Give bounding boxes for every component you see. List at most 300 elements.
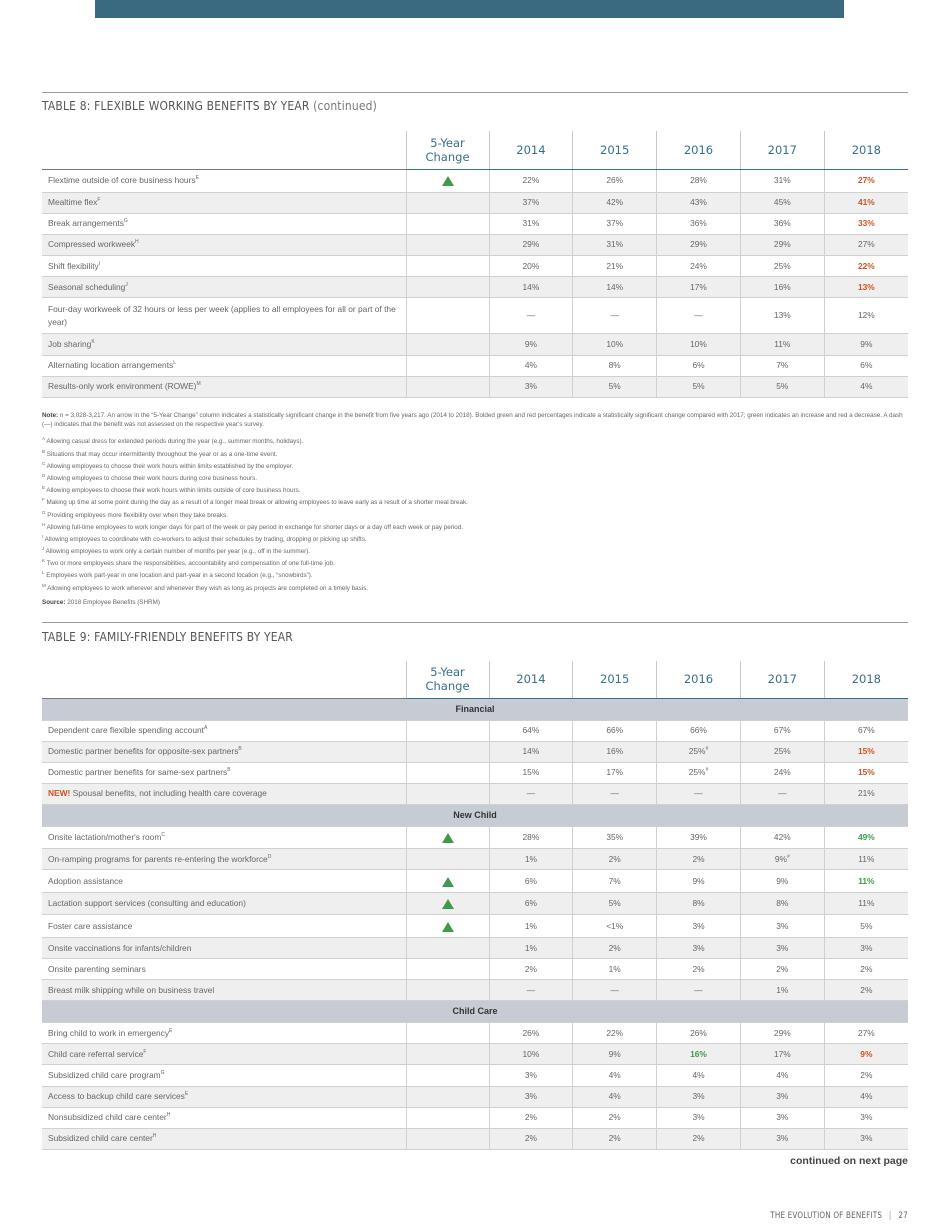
cell-value <box>824 937 908 958</box>
row-label-text: Foster care assistance <box>48 920 133 931</box>
table9-header-year: 2016 <box>657 661 741 698</box>
table-row <box>42 298 908 334</box>
value-text: 17% <box>690 281 707 292</box>
footnote-marker: B <box>227 767 231 774</box>
cell-value <box>824 1065 908 1086</box>
value-text: 1% <box>776 984 789 995</box>
row-label-text: Alternating location arrangements <box>48 360 174 371</box>
cell-value <box>573 213 657 234</box>
table8-header-year: 2017 <box>740 131 824 169</box>
cell-value <box>657 234 741 255</box>
dagger-mark: # <box>786 854 790 861</box>
cell-value <box>824 892 908 915</box>
footnote-key: B <box>42 448 46 454</box>
cell-value <box>740 937 824 958</box>
value-text: 4% <box>608 1069 621 1080</box>
cell-value <box>657 849 741 870</box>
cell-value <box>489 234 573 255</box>
value-text: 37% <box>522 197 540 208</box>
value-text: 36% <box>773 218 791 229</box>
footnote-marker: C <box>161 832 165 839</box>
cell-value <box>740 192 824 213</box>
footnote <box>42 434 908 446</box>
cell-value <box>573 169 657 192</box>
table9-header-year: 2018 <box>824 661 908 698</box>
value-text: 26% <box>522 1027 540 1038</box>
table-row <box>42 959 908 980</box>
value-text: 3% <box>524 1091 537 1102</box>
five-year-change <box>406 937 489 958</box>
value-text: 6% <box>692 360 705 371</box>
table8-notes <box>42 411 908 607</box>
value-text: 2% <box>608 942 621 953</box>
footnote-text: Allowing employees to work only a certain number of months per year (e.g., off in the summer). <box>44 548 311 556</box>
cell-value <box>573 915 657 938</box>
value-text: 7% <box>608 875 621 886</box>
value-text: 15% <box>857 746 875 757</box>
section-title: New Child <box>42 804 908 826</box>
value-text: — <box>610 984 619 995</box>
table-row <box>42 1128 908 1149</box>
cell-value <box>573 1023 657 1044</box>
five-year-change <box>406 980 489 1001</box>
five-year-change <box>406 762 489 783</box>
value-text: 2% <box>524 963 537 974</box>
footnote-marker: A <box>203 725 208 732</box>
footnote-text: Employees work part-year in one location and part-year in a second location (e.g., “snowbirds”). <box>44 572 313 580</box>
value-text: 2% <box>524 1112 537 1123</box>
section-title: Financial <box>42 698 908 720</box>
value-text: 42% <box>606 197 624 208</box>
table9-header-year: 2015 <box>573 661 657 698</box>
value-text: 10% <box>690 339 707 350</box>
table-row <box>42 1086 908 1107</box>
value-text: 29% <box>690 239 707 250</box>
row-label-text: Breast milk shipping while on business travel <box>48 984 215 995</box>
cell-value <box>489 376 573 397</box>
cell-value <box>573 1086 657 1107</box>
table-row <box>42 892 908 915</box>
footnote-text: Two or more employees share the responsibilities, accountability and compensation of one full-time job. <box>45 560 335 568</box>
row-label-text: Job sharing <box>48 339 92 350</box>
row-label-text: Shift flexibility <box>48 260 99 271</box>
footnote-marker: E <box>184 1091 189 1098</box>
cell-value <box>824 980 908 1001</box>
footnote-key: C <box>42 460 46 466</box>
row-label-text: Four-day workweek of 32 hours or less per week (applies to all employees for all or part of the year) <box>48 303 396 327</box>
value-text: 67% <box>773 725 791 736</box>
value-text: 25% <box>688 746 706 757</box>
cell-value <box>824 783 908 804</box>
row-label <box>42 762 406 783</box>
five-year-change <box>406 1023 489 1044</box>
cell-value <box>824 870 908 893</box>
cell-value <box>657 355 741 376</box>
value-text: 3% <box>776 920 789 931</box>
value-text: 11% <box>858 875 875 886</box>
value-text: 28% <box>690 175 707 185</box>
cell-value <box>657 762 741 783</box>
cell-value <box>740 1107 824 1128</box>
five-year-change <box>406 376 489 397</box>
table8-header-change: 5-Year Change <box>406 131 489 169</box>
value-text: 11% <box>858 853 875 864</box>
value-text: 2% <box>860 963 873 974</box>
value-text: 2% <box>608 1112 621 1123</box>
cell-value <box>573 1128 657 1149</box>
dagger-mark: # <box>705 767 709 774</box>
cell-value <box>573 762 657 783</box>
table-row <box>42 213 908 234</box>
value-text: 39% <box>690 832 707 843</box>
footnote-list <box>42 434 908 592</box>
value-text: 14% <box>606 281 624 292</box>
value-text: 2% <box>776 963 789 974</box>
section-header <box>42 804 908 826</box>
cell-value <box>657 937 741 958</box>
cell-value <box>489 1086 573 1107</box>
cell-value <box>489 980 573 1001</box>
table8-header-year: 2016 <box>657 131 741 169</box>
value-text: 12% <box>857 310 875 321</box>
table9 <box>42 661 908 1150</box>
cell-value <box>489 870 573 893</box>
table9-header-change: 5-Year Change <box>406 661 489 698</box>
value-text: 4% <box>692 1069 705 1080</box>
cell-value <box>657 1023 741 1044</box>
value-text: 1% <box>524 920 537 931</box>
cell-value <box>489 1065 573 1086</box>
cell-value <box>740 741 824 762</box>
value-text: 3% <box>692 1112 705 1123</box>
cell-value <box>573 980 657 1001</box>
row-label <box>42 1044 406 1065</box>
cell-value <box>489 169 573 192</box>
table-row <box>42 169 908 192</box>
five-year-change <box>406 915 489 938</box>
footnote-text: Providing employees more flexibility over when they take breaks. <box>45 511 228 519</box>
footnote-text: Situations that may occur intermittently throughout the year or as a one-time event. <box>45 450 278 458</box>
row-label-text: Subsidized child care program <box>48 1069 161 1080</box>
row-label-text: Results-only work environment (ROWE) <box>48 381 197 392</box>
footnote-marker: E <box>169 1028 173 1034</box>
footnote-marker: K <box>91 339 95 346</box>
up-arrow-icon <box>442 833 454 843</box>
value-text: 3% <box>524 1069 537 1080</box>
cell-value <box>824 334 908 355</box>
footnote <box>42 532 908 544</box>
five-year-change <box>406 298 489 334</box>
cell-value <box>740 870 824 893</box>
cell-value <box>573 870 657 893</box>
footnote-key: H <box>42 521 46 527</box>
cell-value <box>740 1128 824 1149</box>
cell-value <box>657 376 741 397</box>
footnote-marker: L <box>173 360 177 367</box>
cell-value <box>657 870 741 893</box>
value-text: 20% <box>522 260 540 271</box>
row-label-text: Adoption assistance <box>48 875 123 886</box>
footnote-key: J <box>42 546 45 552</box>
value-text: — <box>778 788 787 799</box>
value-text: 24% <box>773 767 791 778</box>
cell-value <box>489 1023 573 1044</box>
section-header <box>42 1001 908 1023</box>
footnote <box>42 483 908 495</box>
value-text: 45% <box>773 197 791 208</box>
row-label-text: Onsite lactation/mother's room <box>48 832 162 843</box>
cell-value <box>740 720 824 741</box>
row-label-text: Domestic partner benefits for same-sex partners <box>48 767 228 778</box>
value-text: 9% <box>524 339 537 350</box>
value-text: 3% <box>776 942 789 953</box>
up-arrow-icon <box>442 899 454 909</box>
value-text: 29% <box>773 239 791 250</box>
footnote-key: K <box>42 558 46 564</box>
cell-value <box>824 1128 908 1149</box>
five-year-change <box>406 1107 489 1128</box>
table-row <box>42 1065 908 1086</box>
cell-value <box>489 256 573 277</box>
value-text: 25% <box>773 260 791 271</box>
table-row <box>42 783 908 804</box>
cell-value <box>740 213 824 234</box>
footnote-marker: H <box>135 239 139 246</box>
table-row <box>42 870 908 893</box>
footnote-text: Allowing employees to choose their work hours within limits established by the employer. <box>45 462 294 470</box>
footnote-marker: B <box>238 746 242 753</box>
footnote <box>42 447 908 459</box>
value-text: 1% <box>608 963 621 974</box>
cell-value <box>657 1086 741 1107</box>
cell-value <box>573 849 657 870</box>
value-text: 15% <box>522 767 540 778</box>
cell-value <box>740 376 824 397</box>
row-label <box>42 826 406 849</box>
value-text: 16% <box>606 746 624 757</box>
cell-value <box>657 192 741 213</box>
value-text: 3% <box>524 381 537 392</box>
value-text: 4% <box>608 1091 621 1102</box>
value-text: 2% <box>692 1133 705 1144</box>
footnote-text: Allowing employees to choose their work hours during core business hours. <box>45 475 258 483</box>
value-text: 14% <box>522 746 540 757</box>
footnote-text: Allowing full-time employees to work longer days for part of the week or pay period in exchange for shorter days or a day off each week or pay period. <box>45 523 464 531</box>
row-label <box>42 256 406 277</box>
row-label-text: Spousal benefits, not including health care coverage <box>72 788 267 799</box>
cell-value <box>740 256 824 277</box>
row-label <box>42 169 406 192</box>
value-text: 41% <box>857 197 875 208</box>
value-text: 1% <box>524 853 537 864</box>
value-text: 3% <box>776 1112 789 1123</box>
header-bar <box>95 0 844 18</box>
cell-value <box>489 783 573 804</box>
cell-value <box>573 1107 657 1128</box>
cell-value <box>740 234 824 255</box>
cell-value <box>824 959 908 980</box>
cell-value <box>573 256 657 277</box>
value-text: 49% <box>857 832 875 843</box>
value-text: — <box>526 984 536 995</box>
row-label <box>42 192 406 213</box>
five-year-change <box>406 334 489 355</box>
value-text: 6% <box>524 875 537 886</box>
five-year-change <box>406 741 489 762</box>
table8-title-suffix: (continued) <box>313 98 377 113</box>
cell-value <box>740 783 824 804</box>
table9-header-year: 2014 <box>489 661 573 698</box>
cell-value <box>657 741 741 762</box>
value-text: 8% <box>776 898 789 909</box>
row-label <box>42 334 406 355</box>
value-text: 5% <box>608 898 621 909</box>
row-label-text: Onsite vaccinations for infants/children <box>48 942 192 953</box>
cell-value <box>489 1044 573 1065</box>
row-label <box>42 1086 406 1107</box>
value-text: 2% <box>608 1133 621 1144</box>
cell-value <box>573 1044 657 1065</box>
table8-title-text: TABLE 8: FLEXIBLE WORKING BENEFITS BY YEAR <box>42 98 310 113</box>
table-row <box>42 937 908 958</box>
table-row <box>42 1023 908 1044</box>
value-text: 22% <box>522 175 540 185</box>
five-year-change <box>406 169 489 192</box>
cell-value <box>740 334 824 355</box>
row-label-text: Seasonal scheduling <box>48 281 126 292</box>
value-text: 64% <box>522 725 540 736</box>
row-label <box>42 741 406 762</box>
value-text: 31% <box>773 175 791 185</box>
value-text: 15% <box>857 767 875 778</box>
source: Source: 2018 Employee Benefits (SHRM) <box>42 598 160 606</box>
table-row <box>42 1044 908 1065</box>
row-label <box>42 937 406 958</box>
cell-value <box>657 783 741 804</box>
row-label <box>42 1107 406 1128</box>
cell-value <box>740 1044 824 1065</box>
row-label-text: On-ramping programs for parents re-entering the workforce <box>48 853 268 864</box>
cell-value <box>740 298 824 334</box>
value-text: 16% <box>690 1048 707 1059</box>
footnote-marker: G <box>160 1070 165 1077</box>
table-row <box>42 762 908 783</box>
table-row <box>42 355 908 376</box>
table-row <box>42 334 908 355</box>
footnote-marker: E <box>195 175 199 182</box>
row-label-text: Lactation support services (consulting and education) <box>48 898 246 909</box>
cell-value <box>489 849 573 870</box>
up-arrow-icon <box>442 877 454 887</box>
row-label <box>42 892 406 915</box>
cell-value <box>824 720 908 741</box>
footnote-text: Allowing employees to coordinate with co-workers to adjust their schedules by trading, dropping or picking up shifts. <box>43 536 367 543</box>
cell-value <box>657 256 741 277</box>
cell-value <box>740 826 824 849</box>
value-text: 29% <box>773 1027 791 1038</box>
cell-value <box>573 355 657 376</box>
cell-value <box>573 192 657 213</box>
value-text: 6% <box>524 898 537 909</box>
cell-value <box>573 720 657 741</box>
dagger-mark: # <box>705 746 709 753</box>
footnote-marker: G <box>123 218 128 225</box>
table-row <box>42 1107 908 1128</box>
table9-header-year: 2017 <box>740 661 824 698</box>
five-year-change <box>406 355 489 376</box>
footnote-marker: D <box>267 854 272 861</box>
five-year-change <box>406 1128 489 1149</box>
five-year-change <box>406 870 489 893</box>
table-row <box>42 741 908 762</box>
value-text: 25% <box>773 746 791 757</box>
row-label <box>42 1023 406 1044</box>
value-text: — <box>610 310 619 321</box>
cell-value <box>573 892 657 915</box>
cell-value <box>824 169 908 192</box>
table-row <box>42 256 908 277</box>
table-row <box>42 376 908 397</box>
footnote-marker: H <box>152 1133 157 1140</box>
cell-value <box>573 234 657 255</box>
cell-value <box>573 959 657 980</box>
five-year-change <box>406 892 489 915</box>
value-text: 26% <box>690 1027 707 1038</box>
five-year-change <box>406 213 489 234</box>
footnote-key: A <box>42 436 46 442</box>
row-label <box>42 870 406 893</box>
footnote-text: Allowing employees to work wherever and whenever they wish as long as projects are completed on a timely basis. <box>45 584 369 592</box>
cell-value <box>489 959 573 980</box>
row-label <box>42 213 406 234</box>
cell-value <box>740 980 824 1001</box>
value-text: 3% <box>860 1112 873 1123</box>
footnote <box>42 520 908 532</box>
footnote-marker: M <box>196 381 201 388</box>
table-row <box>42 980 908 1001</box>
cell-value <box>573 783 657 804</box>
value-text: 11% <box>774 339 791 350</box>
cell-value <box>489 720 573 741</box>
row-label <box>42 298 406 334</box>
value-text: 3% <box>692 920 705 931</box>
cell-value <box>489 915 573 938</box>
footer-title: THE EVOLUTION OF BENEFITS <box>770 1211 883 1221</box>
cell-value <box>657 892 741 915</box>
value-text: 16% <box>773 281 791 292</box>
cell-value <box>489 892 573 915</box>
cell-value <box>824 1107 908 1128</box>
value-text: 4% <box>860 381 873 392</box>
footnote <box>42 556 908 568</box>
cell-value <box>824 192 908 213</box>
cell-value <box>489 334 573 355</box>
cell-value <box>824 915 908 938</box>
cell-value <box>489 298 573 334</box>
five-year-change <box>406 234 489 255</box>
cell-value <box>824 355 908 376</box>
cell-value <box>824 277 908 298</box>
value-text: 66% <box>690 725 707 736</box>
cell-value <box>657 213 741 234</box>
footnote-key: E <box>42 485 46 491</box>
value-text: 29% <box>522 239 540 250</box>
value-text: 11% <box>858 898 875 909</box>
value-text: 42% <box>773 832 791 843</box>
table-row <box>42 720 908 741</box>
five-year-change <box>406 1065 489 1086</box>
row-label-text: Child care referral service <box>48 1048 144 1059</box>
